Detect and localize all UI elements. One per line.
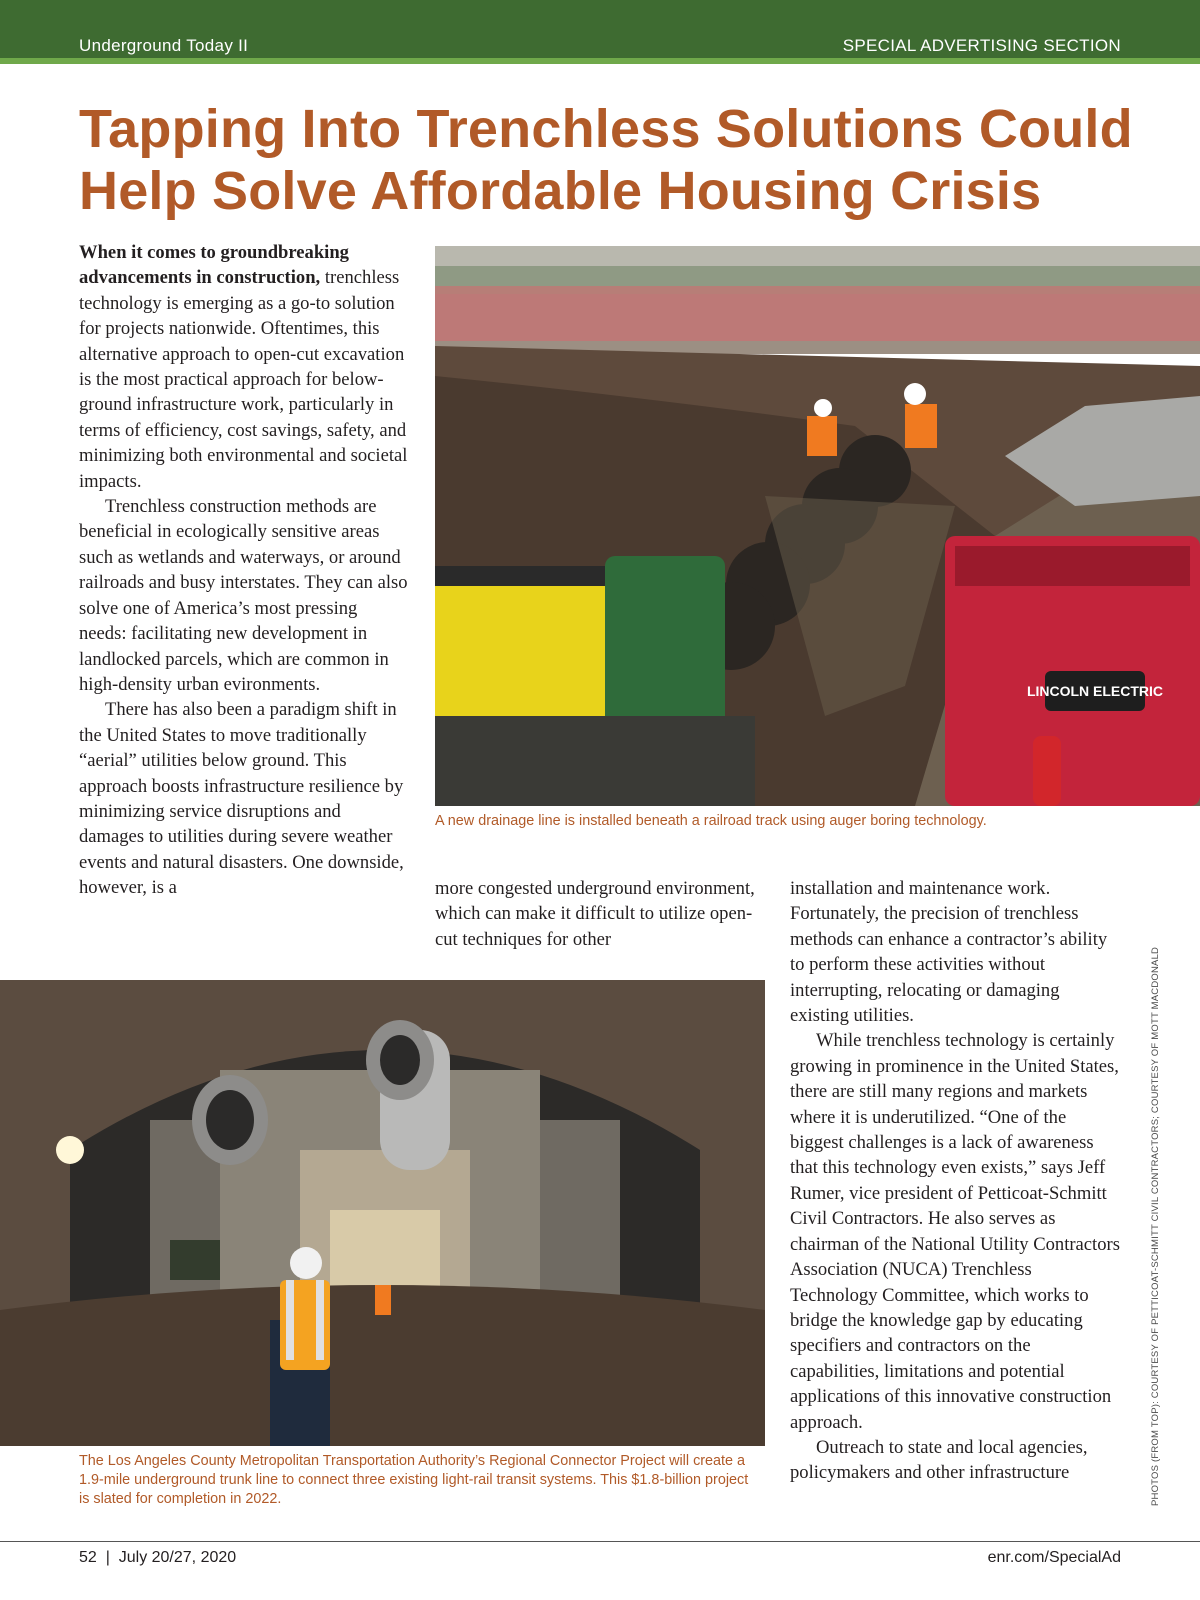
- page-info: 52 | July 20/27, 2020: [79, 1549, 237, 1566]
- footer-url[interactable]: enr.com/SpecialAd: [987, 1549, 1121, 1566]
- tunnel-photo: [0, 980, 765, 1446]
- article-headline: Tapping Into Trenchless Solutions Could Help Solve Affordable Housing Crisis: [79, 99, 1133, 221]
- tunnel-illustration: [0, 980, 765, 1446]
- article-column-3: [790, 876, 1120, 1486]
- photo-caption-tunnel: The Los Angeles County Metropolitan Transportation Authority’s Regional Connector Project will create a 1.9-mile underground trunk line to connect three existing light-rail transit systems. This $1.8-billion project is slated for completion in 2022.: [79, 1453, 749, 1507]
- paragraph: There has also been a paradigm shift in the United States to move traditionally “aerial” utilities below ground. This approach boosts infrastructure resilience by minimizing service disruptions and damages to utilities during severe weather events and natural disasters. One downside, however, is a: [79, 699, 404, 899]
- lincoln-electric-sign: LINCOLN ELECTRIC: [1026, 683, 1164, 699]
- paragraph-text: trenchless technology is emerging as a go-to solution for projects nationwide. Oftentimes, this alternative approach to open-cut excavation is the most practical approach for below-ground infrastructure work, particularly in terms of efficiency, cost savings, safety, and minimizing both environmental and societal impacts.: [79, 267, 408, 492]
- footer-divider: [0, 1541, 1200, 1542]
- lead-in: When it comes to groundbreaking advancements in construction,: [79, 242, 349, 289]
- paragraph: more congested underground environment, which can make it difficult to utilize open-cut techniques for other: [435, 878, 755, 950]
- auger-boring-photo: [435, 246, 1200, 806]
- paragraph: installation and maintenance work. Fortunately, the precision of trenchless methods can enhance a contractor’s ability to perform these activities without interrupting, relocating or damaging existing utilities.: [790, 878, 1108, 1027]
- photo-caption-top: A new drainage line is installed beneath a railroad track using auger boring technology.: [435, 813, 987, 829]
- article-column-1: [79, 240, 409, 901]
- section-label: SPECIAL ADVERTISING SECTION: [842, 36, 1121, 55]
- article-column-2: [435, 876, 760, 952]
- header-bar: [0, 0, 1200, 64]
- auger-boring-illustration: [435, 246, 1200, 806]
- paragraph: While trenchless technology is certainly growing in prominence in the United States, there are still many regions and markets where it is underutilized. “One of the biggest challenges is a lack of awareness that this technology even exists,” says Jeff Rumer, vice president of Petticoat-Schmitt Civil Contractors. He also serves as chairman of the National Utility Contractors Association (NUCA) Trenchless Technology Committee, which works to bridge the knowledge gap by educating specifiers and contractors on the capabilities, limitations and potential applications of this innovative construction approach.: [790, 1030, 1120, 1433]
- publication-name: Underground Today II: [79, 36, 249, 55]
- paragraph: Trenchless construction methods are beneficial in ecologically sensitive areas such as wetlands and waterways, or around railroads and busy interstates. They can also solve one of America’s most pressing needs: facilitating new development in landlocked parcels, which are common in high-density urban evironments.: [79, 496, 408, 695]
- photo-credit: PHOTOS (FROM TOP): COURTESY OF PETTICOAT-SCHMITT CIVIL CONTRACTORS; COURTESY OF MOTT MACDONALD: [1150, 946, 1161, 1506]
- paragraph: [79, 240, 409, 494]
- paragraph: Outreach to state and local agencies, policymakers and other infrastructure: [790, 1436, 1088, 1484]
